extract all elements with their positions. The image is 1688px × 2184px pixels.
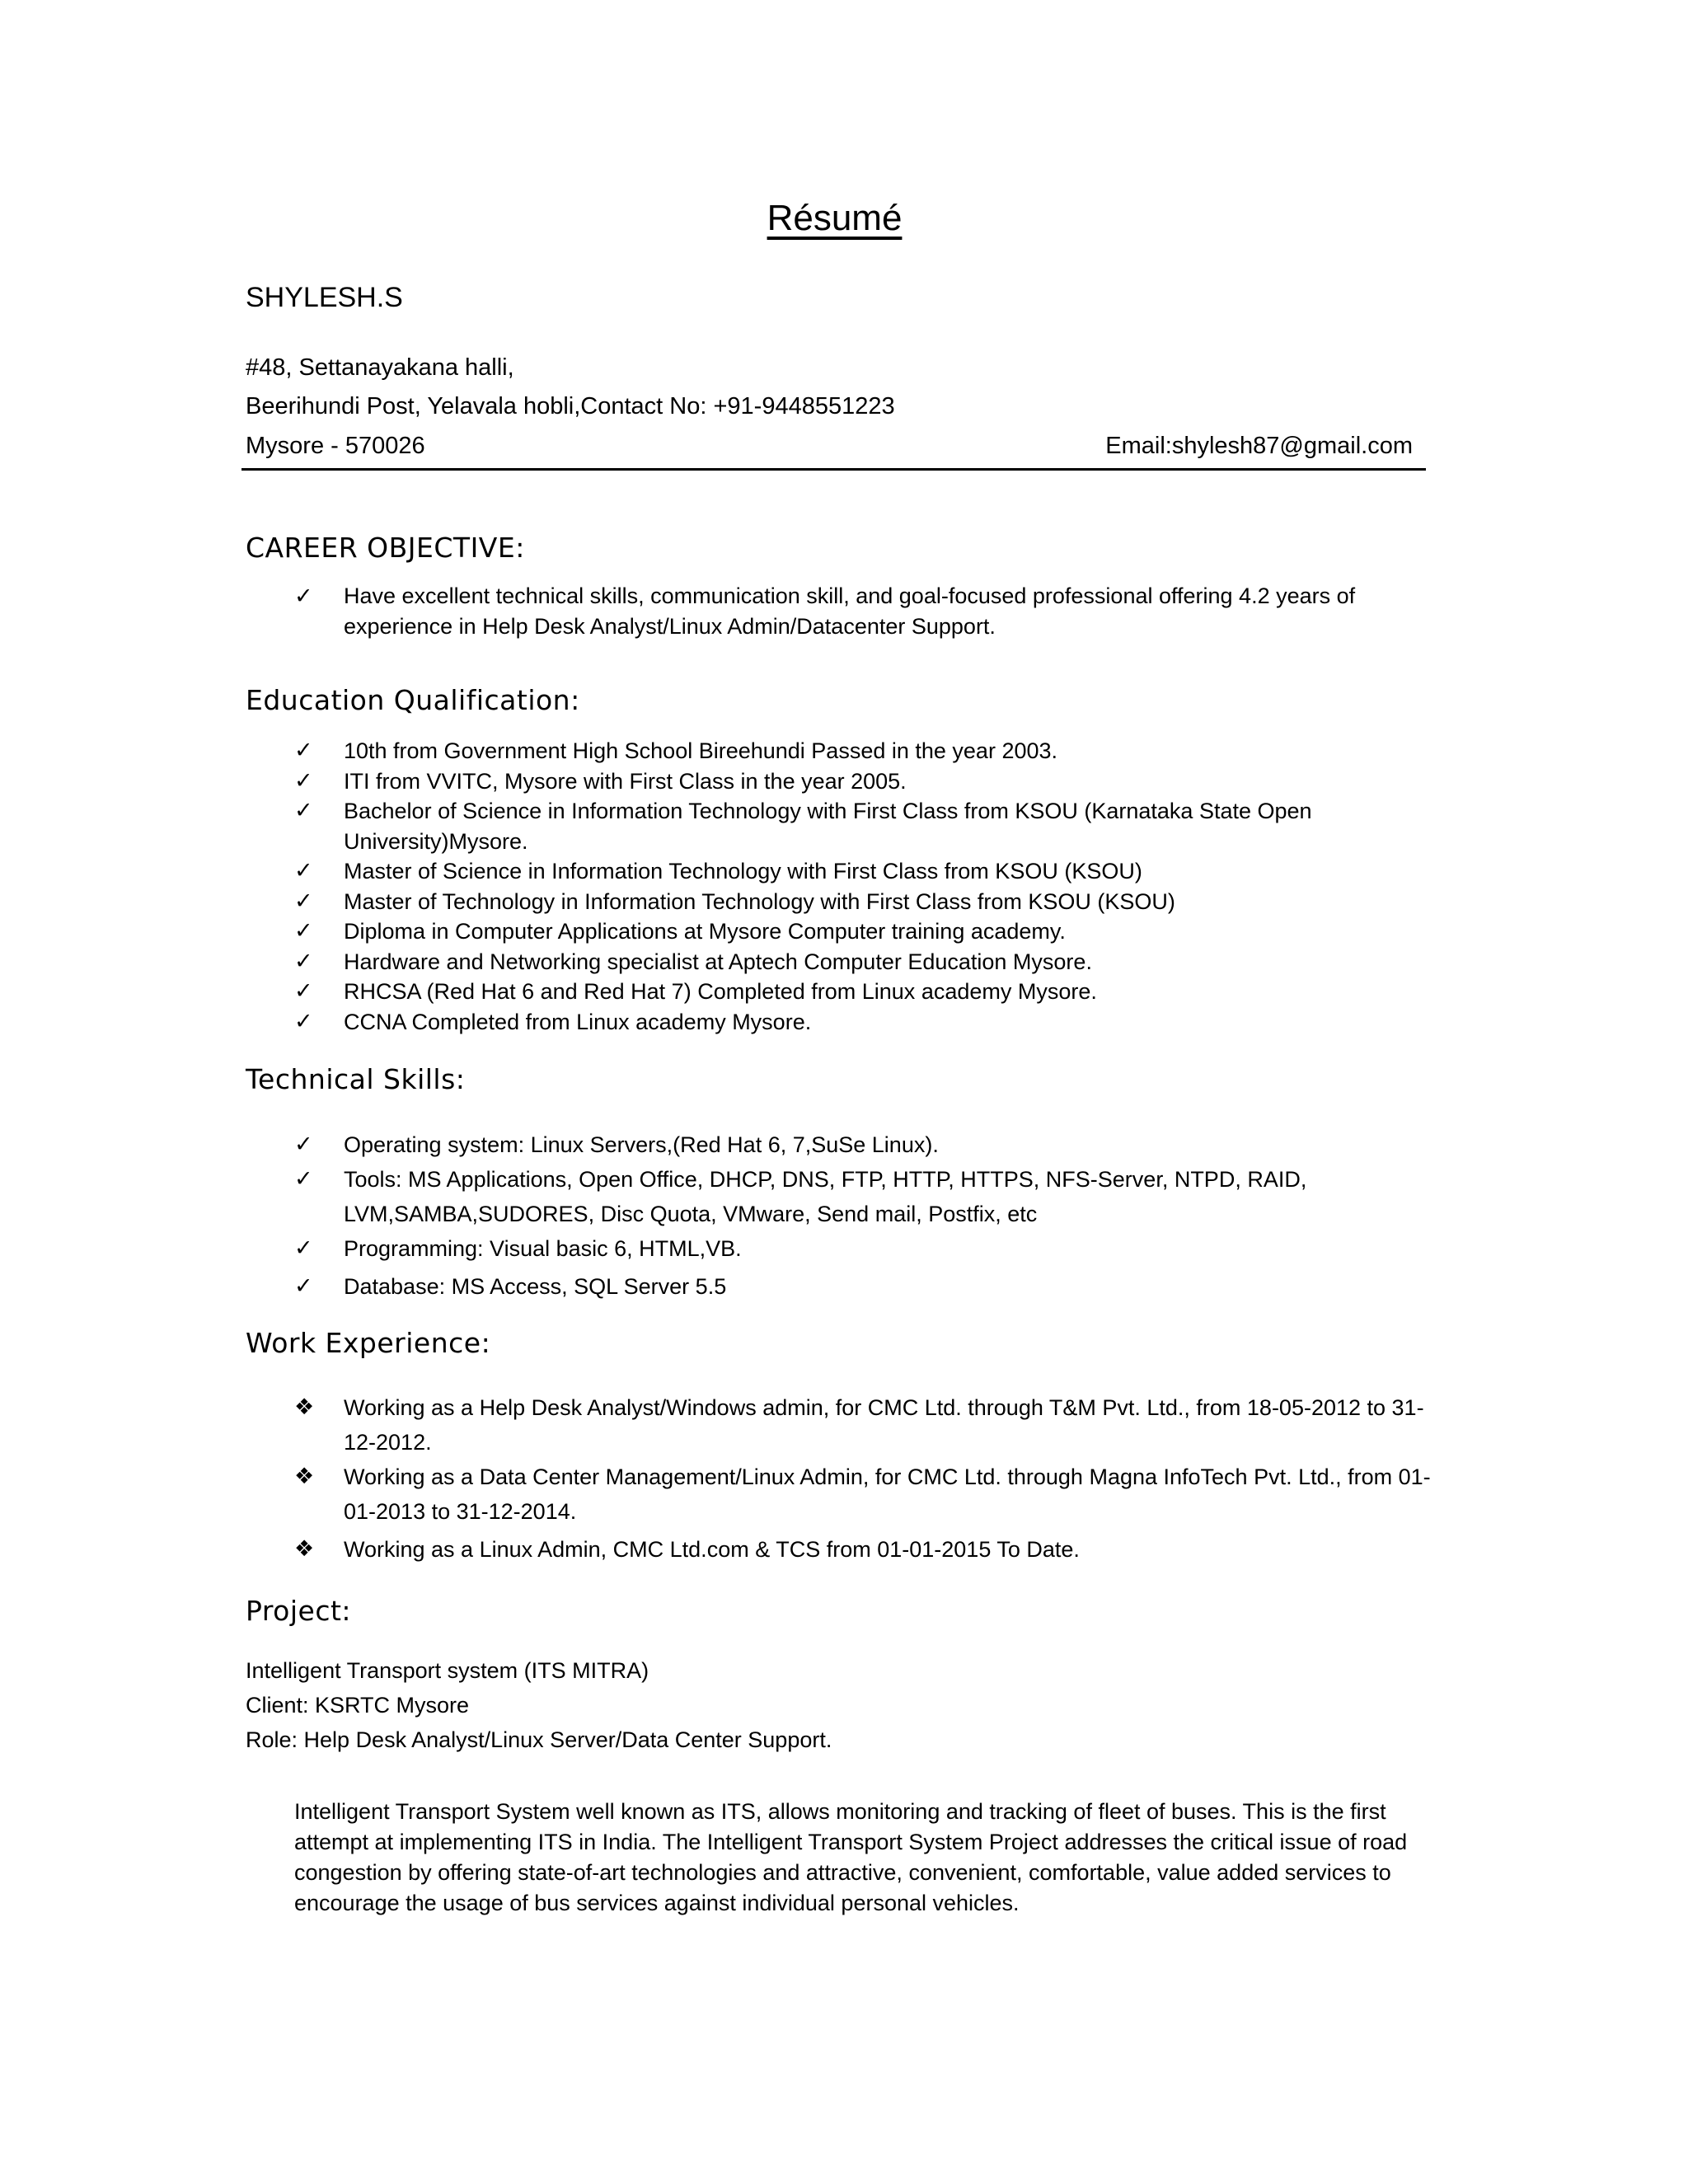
list-item: ❖ Working as a Help Desk Analyst/Windows admin, for CMC Ltd. through T&M Pvt. Ltd., from 18-05-2012 to 31-12-2012. [0,1390,1440,1460]
project-name: Intelligent Transport system (ITS MITRA) [246,1658,649,1683]
career-objective-list [0,581,1688,642]
work-experience-heading: Work Experience: [246,1327,491,1359]
project-client: Client: KSRTC Mysore [246,1693,470,1718]
check-mark-icon: ✓ [294,798,313,823]
list-item: ✓ 10th from Government High School Bireehundi Passed in the year 2003. [0,736,1440,766]
list-item: ✓ RHCSA (Red Hat 6 and Red Hat 7) Completed from Linux academy Mysore. [0,977,1440,1007]
list-item: ✓ Master of Science in Information Technology with First Class from KSOU (KSOU) [0,856,1440,887]
career-objective-heading: CAREER OBJECTIVE: [246,532,525,564]
address-line-1: #48, Settanayakana halli, [246,354,514,381]
technical-skills-list [0,1127,1688,1304]
list-item: ✓ Bachelor of Science in Information Technology with First Class from KSOU (Karnataka State Open University)Mysore. [294,798,1312,854]
list-item: ✓ Programming: Visual basic 6, HTML,VB. [0,1231,1440,1266]
check-mark-icon: ✓ [294,948,313,974]
list-item: ✓ Tools: MS Applications, Open Office, DHCP, DNS, FTP, HTTP, HTTPS, NFS-Server, NTPD, RAID, LVM,SAMBA,SUDORES, Disc Quota, VMware, Send mail, Postfix, etc [0,1162,1440,1231]
work-experience-list [0,1390,1688,1567]
email-address: Email:shylesh87@gmail.com [1105,433,1413,459]
address-line-3: Mysore - 570026 [246,433,425,459]
list-item: ✓ CCNA Completed from Linux academy Mysore. [0,1007,1440,1038]
check-mark-icon: ✓ [294,738,313,763]
education-heading: Education Qualification: [246,684,580,716]
address-line-2: Beerihundi Post, Yelavala hobli,Contact No: +91-9448551223 [246,393,895,419]
applicant-name: SHYLESH.S [246,282,403,313]
header-divider [241,468,1426,471]
diamond-bullet-icon: ❖ [294,1464,315,1489]
check-mark-icon: ✓ [294,1166,313,1192]
list-item: ❖ Working as a Linux Admin, CMC Ltd.com & TCS from 01-01-2015 To Date. [0,1532,1440,1567]
list-item: ❖ Working as a Data Center Management/Linux Admin, for CMC Ltd. through Magna InfoTech Pvt. Ltd., from 01-01-2013 to 31-12-2014. [0,1460,1440,1529]
project-heading: Project: [246,1595,352,1627]
list-item: ✓ Diploma in Computer Applications at Mysore Computer training academy. [0,916,1440,947]
technical-skills-heading: Technical Skills: [246,1063,466,1095]
check-mark-icon: ✓ [294,918,313,944]
project-role: Role: Help Desk Analyst/Linux Server/Data Center Support. [246,1727,832,1752]
page-title: Résumé [767,198,903,238]
list-item: ✓ ITI from VVITC, Mysore with First Class in the year 2005. [0,766,1440,797]
list-item: ✓ Operating system: Linux Servers,(Red Hat 6, 7,SuSe Linux). [0,1127,1440,1162]
check-mark-icon: ✓ [294,1008,313,1034]
list-item: ✓ Master of Technology in Information Technology with First Class from KSOU (KSOU) [0,887,1440,917]
check-mark-icon: ✓ [294,978,313,1004]
check-mark-icon: ✓ [294,1132,313,1157]
list-item: ✓ Hardware and Networking specialist at Aptech Computer Education Mysore. [0,947,1440,977]
check-mark-icon: ✓ [294,888,313,914]
check-mark-icon: ✓ [294,583,313,609]
check-mark-icon: ✓ [294,767,313,794]
diamond-bullet-icon: ❖ [294,1536,315,1562]
list-item: ✓ Have excellent technical skills, communication skill, and goal-focused professional offering 4.2 years of experience in Help Desk Analyst/Linux Admin/Datacenter Support. [0,581,1440,642]
check-mark-icon: ✓ [294,1235,313,1261]
check-mark-icon: ✓ [294,858,313,883]
diamond-bullet-icon: ❖ [294,1394,315,1420]
list-item: ✓ Database: MS Access, SQL Server 5.5 [0,1269,1440,1304]
project-description: Intelligent Transport System well known as ITS, allows monitoring and tracking of fleet of buses. This is the first attempt at implementing ITS in India. The Intelligent Transport System Project addresses the critical issue of road congestion by offering state-of-art technologies and attractive, convenient, comfortable, value added services to encourage the usage of bus services against individual personal vehicles. [294,1799,1408,1915]
education-list [0,736,1688,1037]
check-mark-icon: ✓ [294,1273,313,1299]
